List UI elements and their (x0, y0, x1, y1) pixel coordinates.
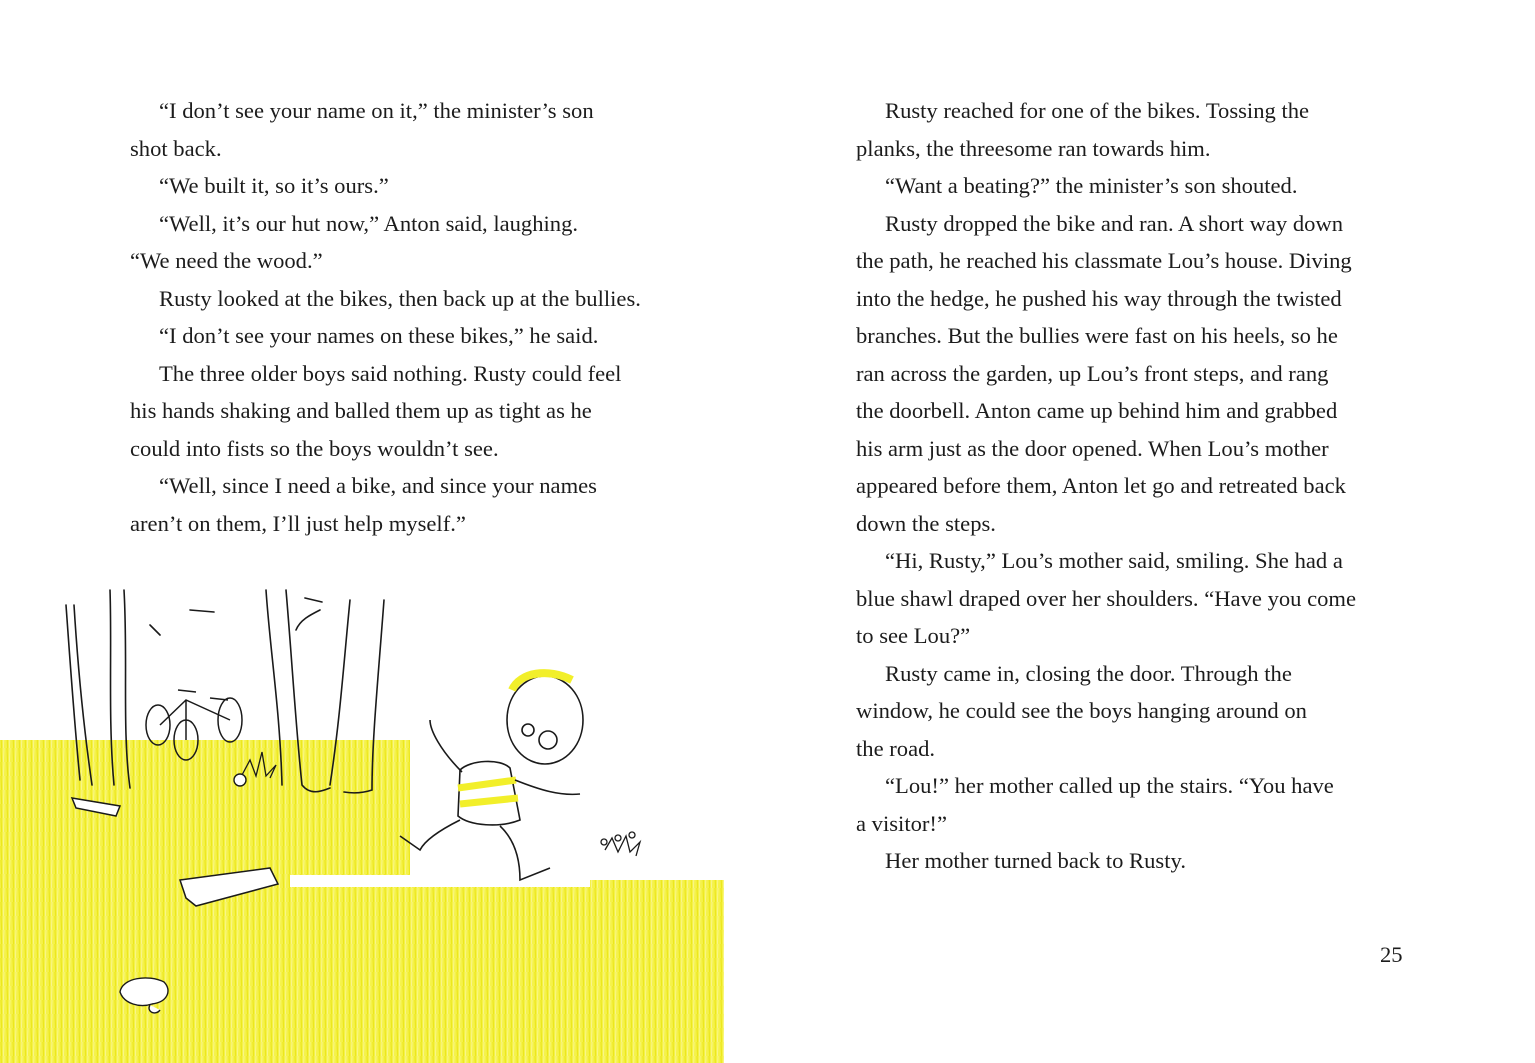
text-line: “I don’t see your name on it,” the minister’s son (159, 98, 594, 123)
text-line: “Well, it’s our hut now,” Anton said, laughing. (159, 210, 579, 236)
text-line: planks, the threesome ran towards him. (856, 135, 1211, 161)
text-line: Her mother turned back to Rusty. (885, 848, 1186, 873)
text-line: shot back. (130, 135, 222, 161)
yellow-grass-ground (0, 740, 724, 1063)
text-line: blue shawl draped over her shoulders. “Have you come (856, 585, 1357, 611)
text-line: the path, he reached his classmate Lou’s house. Diving (856, 248, 1352, 273)
text-line: Rusty dropped the bike and ran. A short way down (885, 210, 1344, 236)
text-line: could into fists so the boys wouldn’t see. (130, 435, 499, 461)
text-line: “Want a beating?” the minister’s son shouted. (885, 173, 1298, 198)
text-line: “We need the wood.” (130, 248, 323, 273)
text-line: “Hi, Rusty,” Lou’s mother said, smiling. She had a (885, 548, 1343, 573)
text-line: “Lou!” her mother called up the stairs. “You have (885, 773, 1334, 798)
text-line: the doorbell. Anton came up behind him and grabbed (856, 398, 1338, 423)
text-line: a visitor!” (856, 810, 947, 836)
page-number: 25 (1380, 942, 1403, 967)
text-line: “Well, since I need a bike, and since your names (159, 473, 597, 498)
right-text-column (856, 92, 1416, 880)
text-line: the road. (856, 735, 936, 761)
text-line: Rusty looked at the bikes, then back up at the bullies. (159, 285, 641, 311)
text-line: “We built it, so it’s ours.” (159, 173, 389, 198)
text-line: “I don’t see your names on these bikes,” he said. (159, 323, 599, 348)
text-line: down the steps. (856, 510, 996, 536)
text-line: Rusty reached for one of the bikes. Tossing the (885, 98, 1310, 123)
text-line: aren’t on them, I’ll just help myself.” (130, 510, 466, 536)
text-line: window, he could see the boys hanging around on (856, 698, 1307, 723)
story-illustration (0, 580, 730, 1063)
text-line: The three older boys said nothing. Rusty could feel (159, 360, 622, 386)
text-line: to see Lou?” (856, 623, 971, 648)
text-line: ran across the garden, up Lou’s front steps, and rang (856, 360, 1329, 386)
text-line: branches. But the bullies were fast on his heels, so he (856, 323, 1338, 348)
text-line: appeared before them, Anton let go and retreated back (856, 473, 1346, 498)
text-line: his hands shaking and balled them up as tight as he (130, 398, 592, 423)
text-line: Rusty came in, closing the door. Through the (885, 660, 1292, 686)
text-line: into the hedge, he pushed his way through the twisted (856, 285, 1342, 311)
left-text-column (130, 92, 690, 542)
running-boy-figure (400, 673, 583, 880)
text-line: his arm just as the door opened. When Lou’s mother (856, 435, 1329, 461)
